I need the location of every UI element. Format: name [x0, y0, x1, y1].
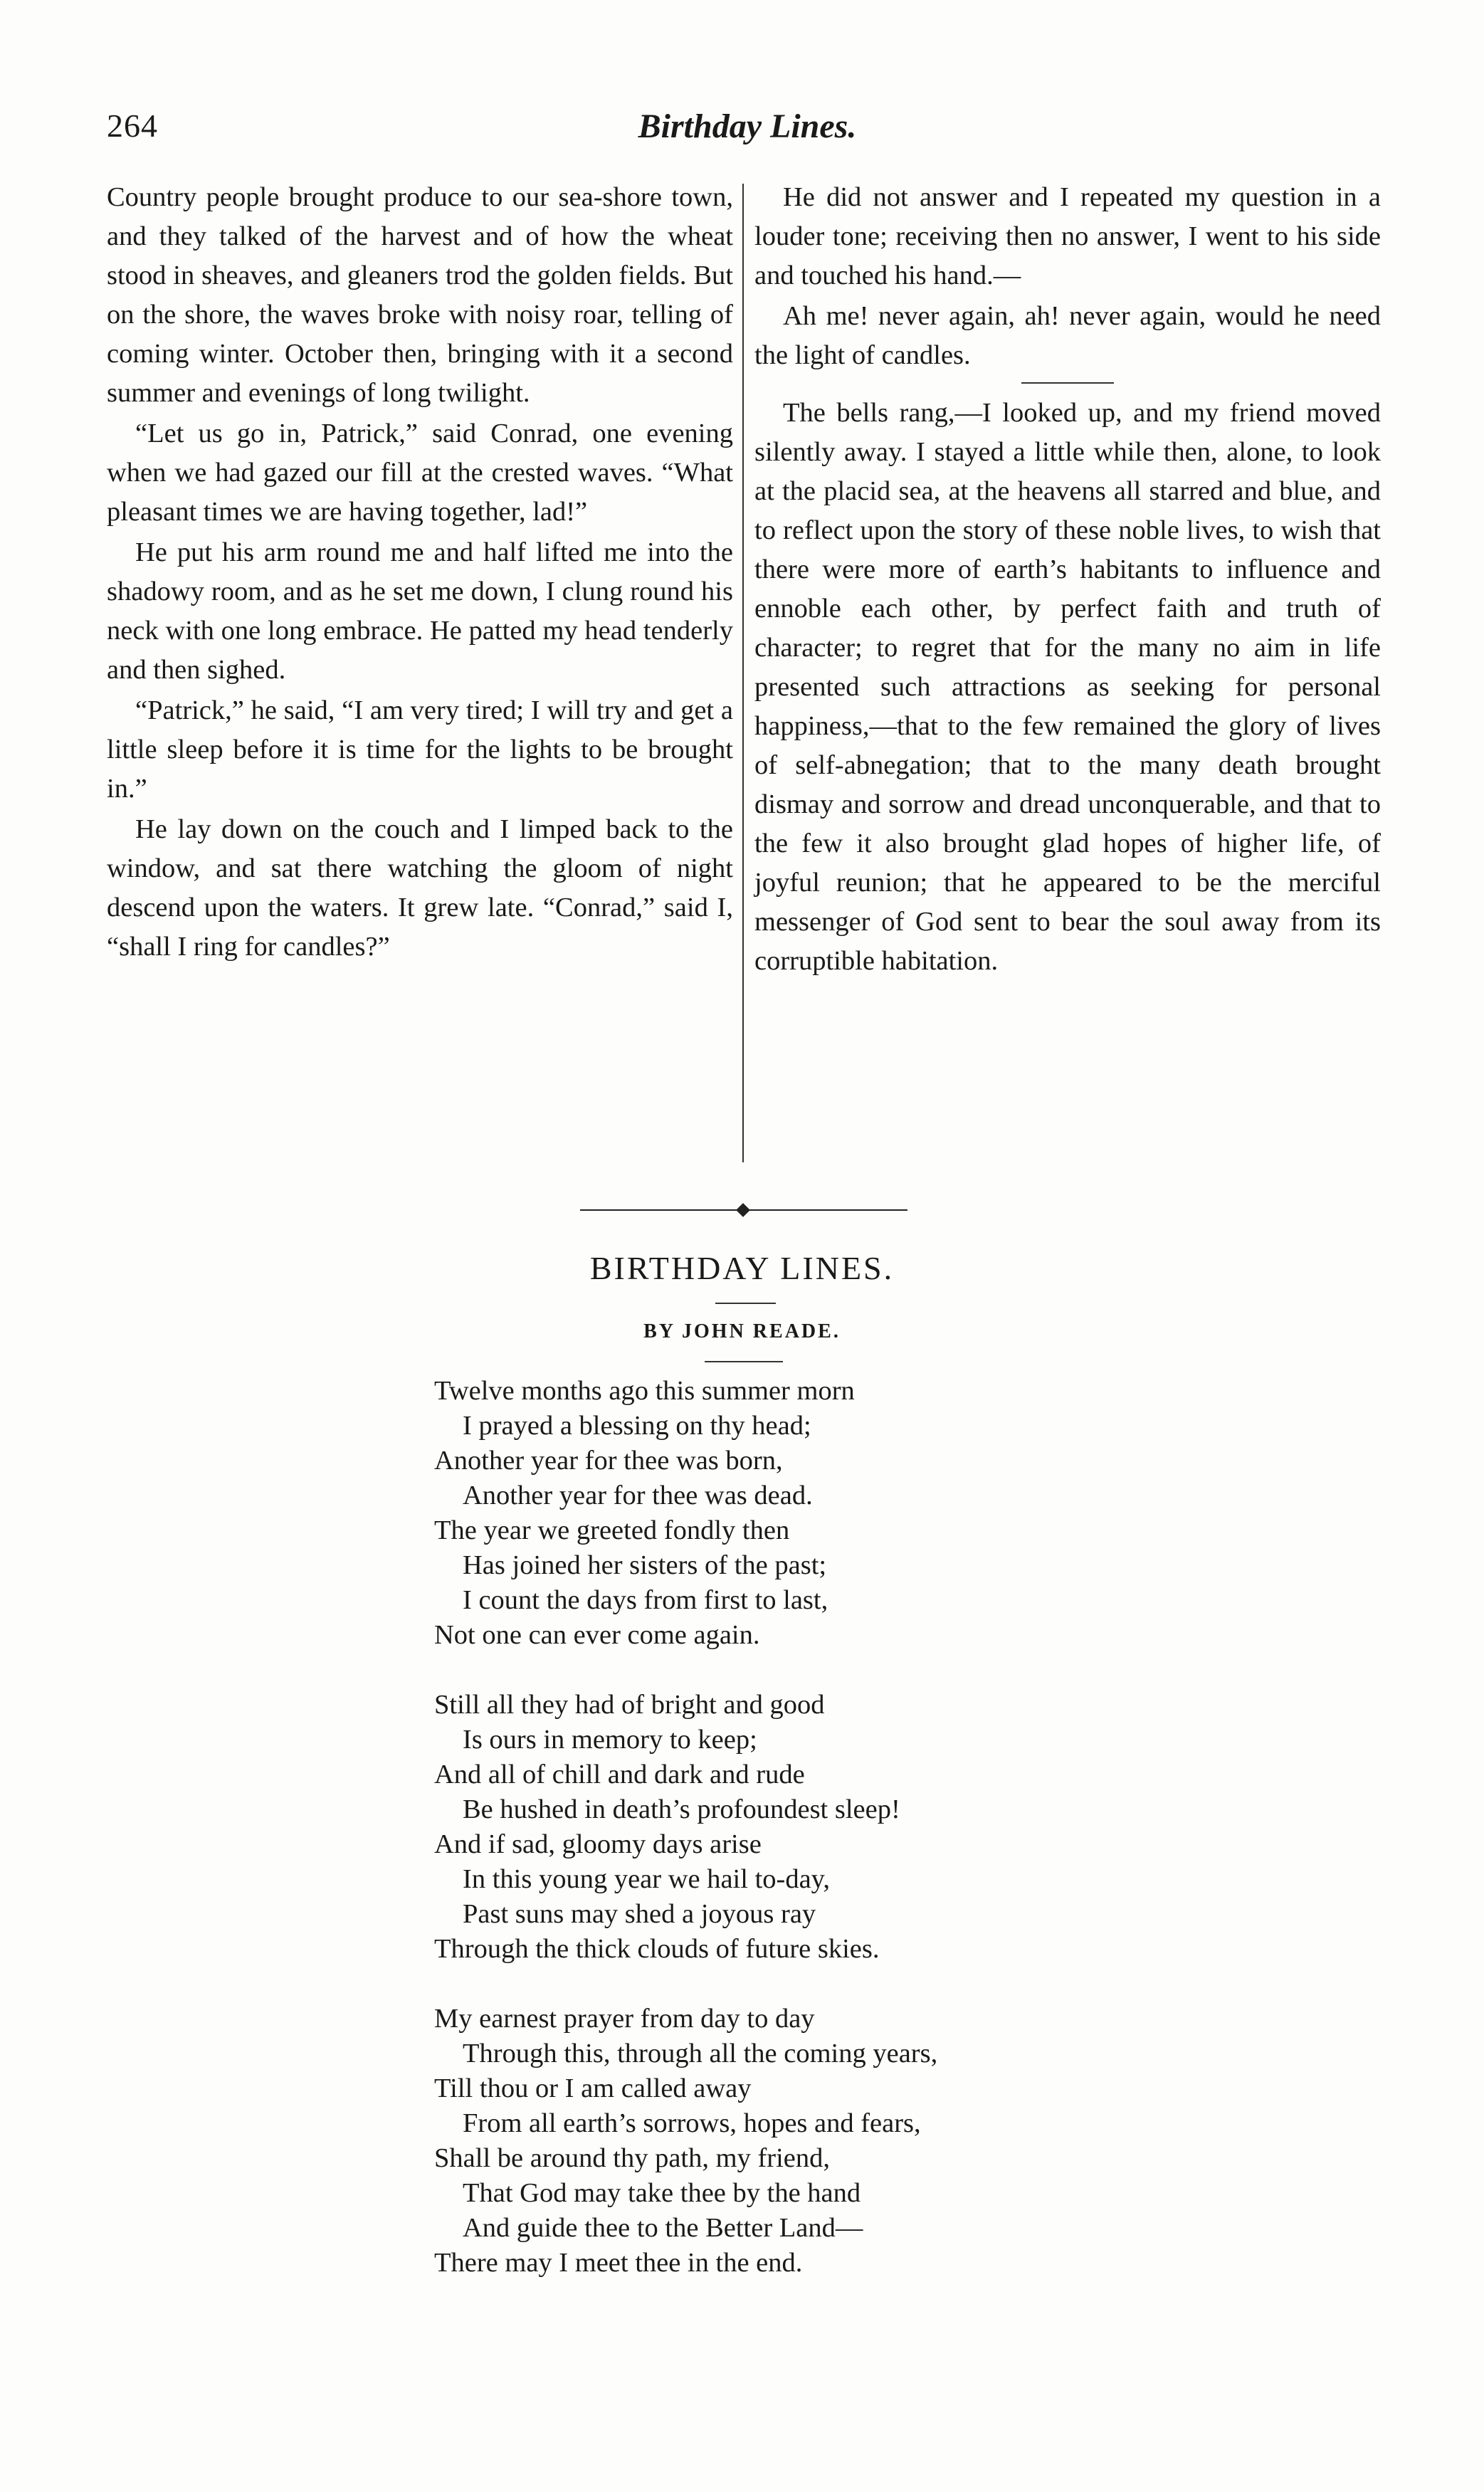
section-break-rule	[1021, 382, 1114, 384]
title-rule	[715, 1303, 776, 1304]
prose-columns	[107, 178, 1388, 1174]
poem-title: BIRTHDAY LINES.	[589, 1250, 895, 1286]
byline-rule	[705, 1361, 783, 1362]
poem-line: Another year for thee was dead.	[463, 1481, 813, 1510]
stanza	[434, 2002, 1288, 2281]
page-header	[107, 107, 1388, 157]
poem-line: Still all they had of bright and good	[434, 1690, 825, 1720]
poem-line: Twelve months ago this summer morn	[434, 1376, 855, 1406]
poem-line: Past suns may shed a joyous ray	[463, 1899, 816, 1929]
ornament-line-right	[749, 1209, 907, 1211]
poem-line: From all earth’s sorrows, hopes and fears,	[463, 2108, 921, 2138]
running-title: Birthday Lines.	[638, 107, 857, 145]
poem-line: And if sad, gloomy days arise	[434, 1829, 762, 1859]
poem-line: I count the days from first to last,	[463, 1585, 828, 1615]
paragraph: “Patrick,” he said, “I am very tired; I will try and get a little sleep before it is time for the lights to be brought in.”	[107, 695, 733, 804]
ornament-diamond-icon	[736, 1203, 750, 1217]
poem-line: I prayed a blessing on thy head;	[463, 1411, 811, 1441]
poem-line: And all of chill and dark and rude	[434, 1760, 805, 1789]
paragraph: “Let us go in, Patrick,” said Conrad, one evening when we had gazed our fill at the crested waves. “What pleasant times we are having together, lad!”	[107, 419, 733, 527]
poem-line: That God may take thee by the hand	[463, 2178, 861, 2208]
poem-line: My earnest prayer from day to day	[434, 2004, 815, 2034]
paragraph: He lay down on the couch and I limped back to the window, and sat there watching the gloom of night descend upon the waters. It grew late. “Conrad,” said I, “shall I ring for candles?”	[107, 814, 733, 962]
poem-line: The year we greeted fondly then	[434, 1515, 790, 1545]
paragraph: Country people brought produce to our sea-shore town, and they talked of the harvest and of how the wheat stood in sheaves, and gleaners trod the golden fields. But on the shore, the waves broke with noisy roar, telling of coming winter. October then, bringing with it a second summer and evenings of long twilight.	[107, 182, 733, 408]
paragraph: He did not answer and I repeated my question in a louder tone; receiving then no answer, I went to his side and touched his hand.—	[754, 182, 1381, 290]
poem-line: Is ours in memory to keep;	[463, 1725, 757, 1755]
ornament-line-left	[580, 1209, 737, 1211]
poem-line: Till thou or I am called away	[434, 2073, 752, 2103]
poem-line: Another year for thee was born,	[434, 1446, 783, 1476]
paragraph: The bells rang,—I looked up, and my friend moved silently away. I stayed a little while then, alone, to look at the placid sea, at the heavens all starred and blue, and to reflect upon the story of these noble lives, to wish that there were more of earth’s habitants to influence and ennoble each other, by perfect faith and truth of character; to regret that for the many no aim in life presented such attractions as seeking for personal happiness,—that to the few remained the glory of lives of self-abnegation; that to the many death brought dismay and sorrow and dread unconquerable, and that to the few it also brought glad hopes of higher life, of joyful reunion; that he appeared to be the merciful messenger of God sent to bear the soul away from its corruptible habitation.	[754, 398, 1381, 976]
paragraph: He put his arm round me and half lifted me into the shadowy room, and as he set me down, I clung round his neck with one long embrace. He patted my head tenderly and then sighed.	[107, 537, 733, 685]
poem-line: Shall be around thy path, my friend,	[434, 2143, 830, 2173]
poem-line: Through this, through all the coming years,	[463, 2039, 938, 2068]
poem-line: Through the thick clouds of future skies.	[434, 1934, 880, 1964]
poem-line: Not one can ever come again.	[434, 1620, 760, 1650]
paragraph: Ah me! never again, ah! never again, would he need the light of candles.	[754, 301, 1381, 370]
page-number: 264	[107, 107, 158, 144]
poem-line: Be hushed in death’s profoundest sleep!	[463, 1794, 900, 1824]
poem-line: And guide thee to the Better Land—	[463, 2213, 863, 2243]
stanza	[434, 1688, 1288, 1967]
ornamental-divider	[580, 1203, 907, 1217]
poem-line: Has joined her sisters of the past;	[463, 1550, 827, 1580]
poem-byline: BY JOHN READE.	[643, 1320, 841, 1342]
poem-line: There may I meet thee in the end.	[434, 2248, 803, 2278]
left-column	[107, 178, 733, 968]
poem-body	[434, 1374, 1288, 2315]
right-column	[754, 178, 1381, 982]
poem-line: In this young year we hail to-day,	[463, 1864, 831, 1894]
stanza	[434, 1374, 1288, 1653]
column-divider	[742, 184, 744, 1162]
